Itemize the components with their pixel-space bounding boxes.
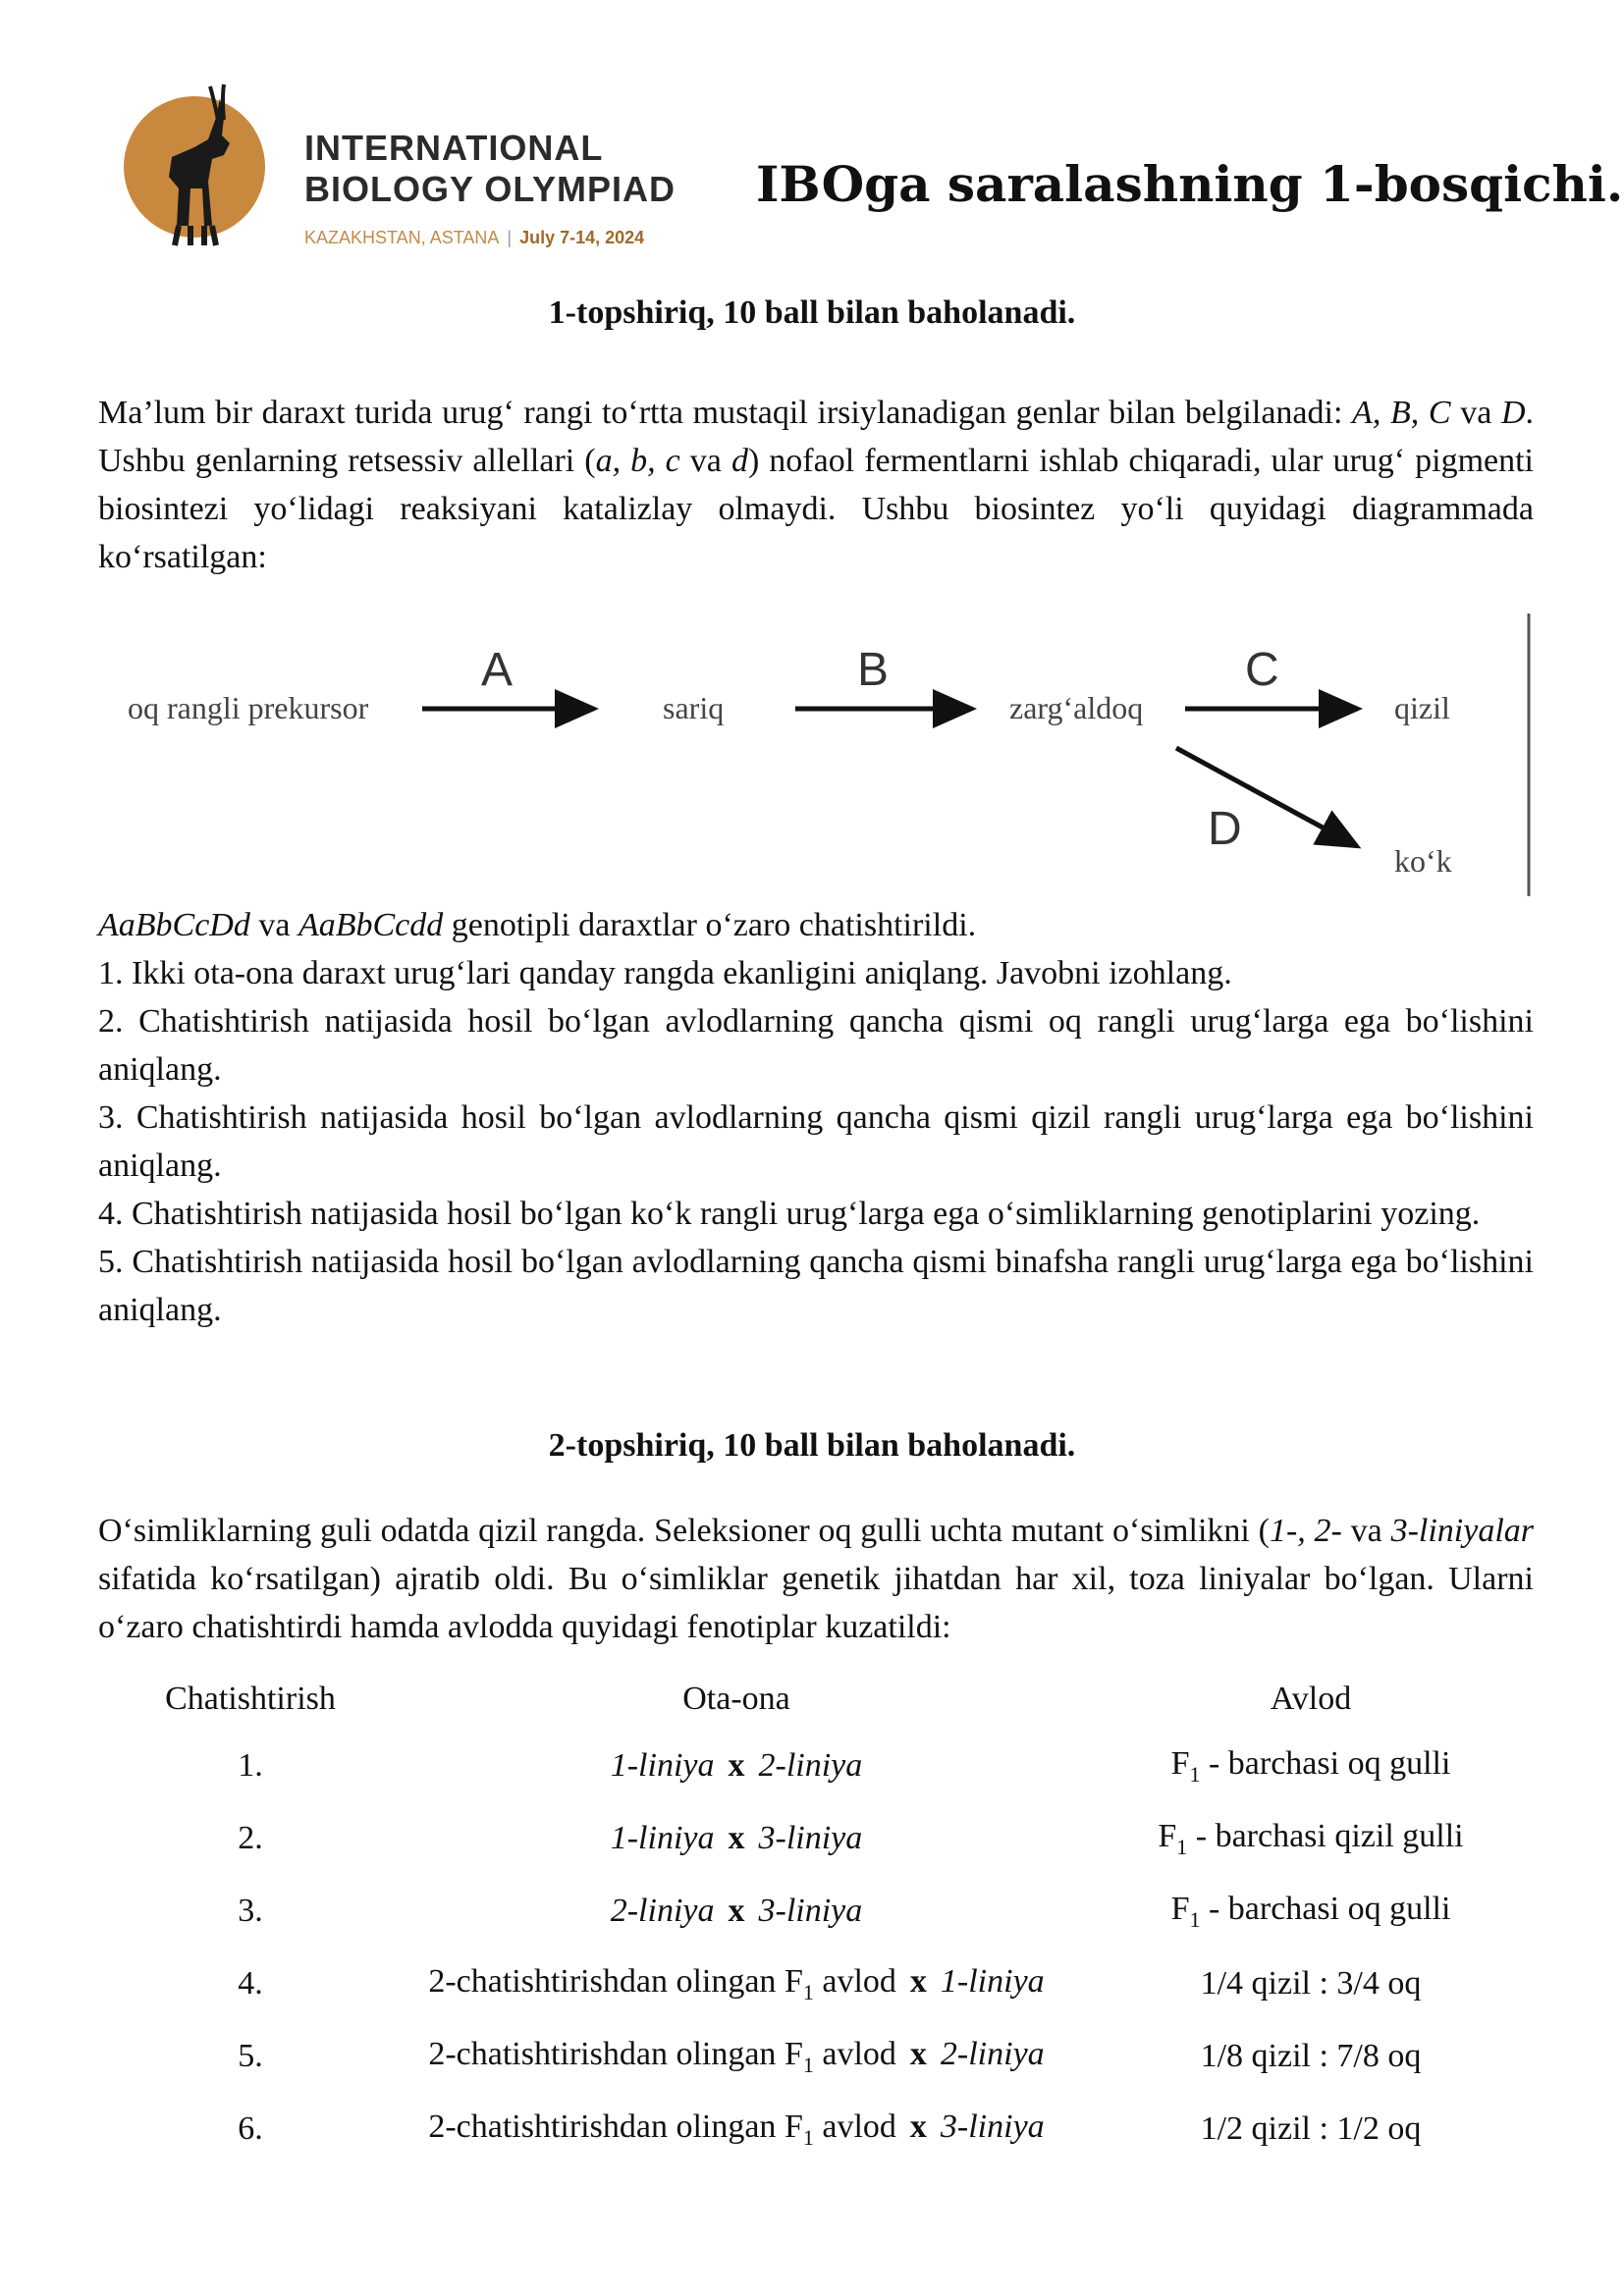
enzyme-c-label: C [1245,644,1279,696]
f-letter: F [1158,1817,1177,1854]
cross-symbol: x [728,1893,745,1929]
row-parents [403,2093,1070,2165]
parent-2: 1-liniya [940,1962,1045,2000]
node-kok: ko‘k [1394,843,1452,879]
intro-va-2: va [679,443,731,479]
row-parents [403,1730,1070,1802]
f-subscript: 1 [1189,1906,1201,1932]
f-letter: F [784,2108,803,2145]
parent-1-pre: 2-chatishtirishdan olingan [428,2035,785,2072]
cross-symbol: x [728,1747,745,1784]
intro-alleles: a, b, c [595,443,680,479]
question-2: 2. Chatishtirish natijasida hosil bo‘lgan avlodlarning qancha qismi oq rangli urug‘larga ega bo‘lishini aniqlang. [98,1003,1534,1088]
row-offspring: 1/2 qizil : 1/2 oq [1200,2110,1422,2147]
enzyme-d-label: D [1208,803,1242,855]
parent-2: 2-liniya [940,2035,1045,2072]
logo-subtitle [304,228,676,248]
parent-2: 3-liniya [758,1893,863,1929]
row-number: 6. [238,2110,263,2147]
offspring-text: - barchasi oq gulli [1200,1744,1451,1782]
intro-gene-d: D [1500,395,1526,431]
row-parents [403,2020,1070,2093]
logo-title-line-2: BIOLOGY OLYMPIAD [304,169,677,209]
cross-symbol: x [909,1962,927,2000]
header-chatishtirish: Chatishtirish [165,1681,336,1717]
question-4: 4. Chatishtirish natijasida hosil bo‘lgan ko‘k rangli urug‘larga ega o‘simliklarning genotiplarini yozing. [98,1196,1481,1232]
node-precursor: oq rangli prekursor [128,690,369,725]
table-header-row [98,1669,1551,1730]
task2-intro [98,1507,1534,1651]
task1-intro-paragraph [98,389,1534,581]
row-offspring [1070,1875,1551,1948]
parent-1: 1-liniya [610,1747,715,1784]
row-offspring [1070,1730,1551,1802]
f-letter: F [784,2035,803,2072]
cross-statement [98,901,1534,949]
row-number: 2. [238,1820,263,1856]
row-offspring: 1/4 qizil : 3/4 oq [1200,1965,1422,2002]
task2-intro-text-1: O‘simliklarning guli odatda qizil rangda. Seleksioner oq gulli uchta mutant o‘simlikni ( [98,1513,1270,1549]
parent-1-post: avlod [813,1962,896,2000]
intro-text-1: Ma’lum bir daraxt turida urug‘ rangi to‘rtta mustaqil irsiylanadigan genlar bilan belgilanadi: [98,395,1353,431]
row-number: 1. [238,1747,263,1784]
f-subscript: 1 [802,2052,814,2077]
enzyme-b-label: B [857,644,890,696]
parent-2: 3-liniya [940,2108,1045,2145]
logo-dates: July 7-14, 2024 [519,228,645,247]
offspring-text: - barchasi qizil gulli [1187,1817,1464,1854]
row-parents [403,1948,1070,2020]
cross-va: va [249,907,298,943]
stage-title: IBOga saralashning 1-bosqichi. [756,155,1624,213]
intro-va-1: va [1450,395,1501,431]
page-header [118,79,1624,275]
cross-genotype-2: AaBbCcdd [298,907,444,943]
parent-1: 2-liniya [610,1893,715,1929]
task2-intro-lines: 1-, 2- [1269,1513,1342,1549]
logo-location: KAZAKHSTAN, ASTANA [304,228,500,247]
row-number: 3. [238,1893,263,1929]
table-row [98,2020,1551,2093]
intro-allele-d: d [731,443,748,479]
arrow-d [1176,748,1357,846]
row-number: 4. [238,1965,263,2002]
row-offspring [1070,1802,1551,1875]
parent-1-pre: 2-chatishtirishdan olingan [428,1962,785,2000]
question-3: 3. Chatishtirish natijasida hosil bo‘lgan avlodlarning qancha qismi qizil rangli urug‘larga ega bo‘lishini aniqlang. [98,1099,1534,1184]
task1-heading: 1-topshiriq, 10 ball bilan baholanadi. [548,294,1076,331]
task2-intro-lines-3: 3-liniyalar [1390,1513,1534,1549]
parent-1-pre: 2-chatishtirishdan olingan [428,2108,785,2145]
ibo-logo-text [304,128,676,248]
task2-intro-va: va [1341,1513,1391,1549]
table-row [98,1730,1551,1802]
task2-intro-text-2: sifatida ko‘rsatilgan) ajratib oldi. Bu o‘simliklar genetik jihatdan har xil, toza liniyalar bo‘lgan. Ularni o‘zaro chatishtirdi hamda avlodda quyidagi fenotiplar kuzatildi: [98,1561,1534,1645]
row-parents [403,1875,1070,1948]
intro-genes: A, B, C [1352,395,1451,431]
crosses-table [98,1669,1551,2165]
row-parents [403,1802,1070,1875]
task1-questions [98,901,1534,1334]
cross-symbol: x [909,2035,927,2072]
parent-2: 2-liniya [758,1747,863,1784]
row-offspring: 1/8 qizil : 7/8 oq [1200,2038,1422,2074]
intro-text-3: ) nofaol fermentlarni ishlab chiqaradi, ular urug‘ pigmenti biosintezi yo‘lidagi reaksiyani katalizlay olmaydi. Ushbu biosintez yo‘li quyidagi diagrammada ko‘rsatilgan: [98,443,1535,575]
table-row [98,1802,1551,1875]
cross-symbol: x [728,1820,745,1856]
header-ota-ona: Ota-ona [682,1681,790,1717]
f-subscript: 1 [1176,1834,1188,1859]
parent-1-post: avlod [813,2035,896,2072]
node-zargaldoq: zarg‘aldoq [1009,690,1144,725]
table-row [98,1948,1551,2020]
node-sariq: sariq [663,690,725,725]
cross-symbol: x [909,2108,927,2145]
biosynthesis-pathway-diagram [98,609,1551,903]
offspring-text: - barchasi oq gulli [1200,1890,1451,1927]
ibo-logo-emblem [118,79,275,255]
enzyme-a-label: A [481,644,514,696]
question-5: 5. Chatishtirish natijasida hosil bo‘lgan avlodlarning qancha qismi binafsha rangli urug‘larga ega bo‘lishini aniqlang. [98,1244,1534,1328]
task2-heading: 2-topshiriq, 10 ball bilan baholanadi. [548,1427,1076,1464]
cross-text: genotipli daraxtlar o‘zaro chatishtirildi. [443,907,977,943]
f-subscript: 1 [802,1979,814,2004]
logo-separator: | [507,228,513,247]
f-letter: F [784,1962,803,2000]
logo-title-line-1: INTERNATIONAL [304,128,604,168]
task1-intro [98,389,1534,581]
intro-text-2: . Ushbu genlarning retsessiv allellari ( [98,395,1535,479]
question-1: 1. Ikki ota-ona daraxt urug‘lari qanday rangda ekanligini aniqlang. Javobni izohlang. [98,955,1232,991]
task2-intro-paragraph [98,1507,1534,1651]
parent-2: 3-liniya [758,1820,863,1856]
row-number: 5. [238,2038,263,2074]
f-subscript: 1 [1189,1761,1201,1787]
f-subscript: 1 [802,2124,814,2150]
cross-genotype-1: AaBbCcDd [98,907,250,943]
table-row [98,2093,1551,2165]
header-avlod: Avlod [1270,1681,1352,1717]
f-letter: F [1170,1744,1190,1782]
parent-1-post: avlod [813,2108,896,2145]
f-letter: F [1170,1890,1190,1927]
table-row [98,1875,1551,1948]
node-qizil: qizil [1394,690,1450,725]
parent-1: 1-liniya [610,1820,715,1856]
